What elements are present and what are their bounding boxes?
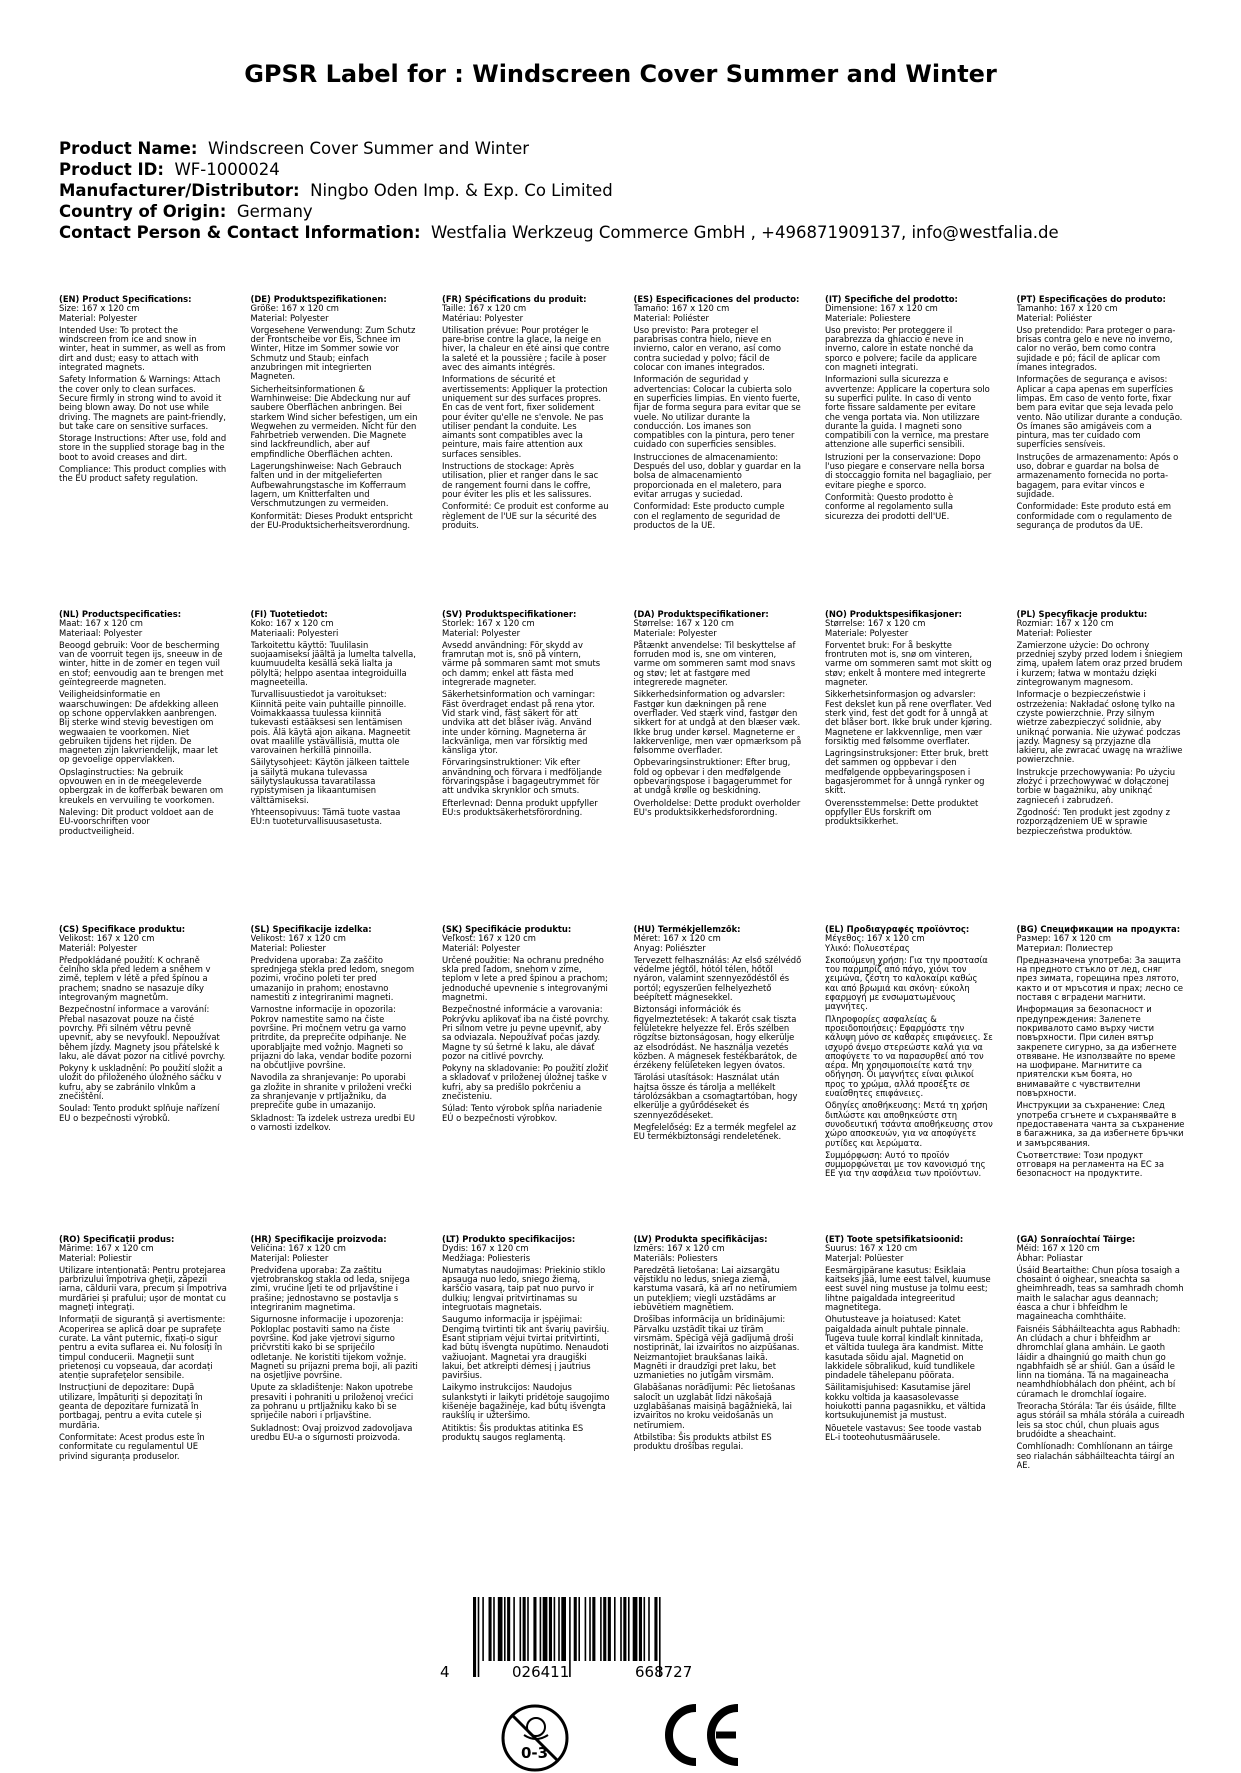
section-line: Información de seguridad y advertencias: Colocar la cubierta solo en superficies limpias. En viento fuerte, fijar de forma segura para evitar que se vuele. No utilizar durante la conducción. Los imanes son compatibles con la pintura, pero tener cuidado con superficies sensibles. (633, 374, 801, 450)
section-heading: (SK) Špecifikácie produktu: (442, 925, 572, 934)
section-line: Uso previsto: Para proteger el parabrisas contra hielo, nieve en invierno, calor en verano, así como contra suciedad y polvo; fácil de colocar con imanes integrados. (633, 324, 781, 373)
language-section (825, 610, 993, 830)
language-section (1017, 925, 1185, 1182)
section-line: Skladnost: Ta izdelek ustreza uredbi EU o varnosti izdelkov. (250, 1112, 416, 1132)
product-id-value: WF-1000024 (174, 160, 280, 179)
section-line: Säilytysohjeet: Käytön jälkeen taittele ja säilytä mukana tulevassa säilytyslaukussa tavaratilassa rypistymisen ja likaantumisen välttämiseksi. (250, 757, 410, 805)
language-section (251, 925, 419, 1135)
section-line: Materiale: Polyester (825, 627, 909, 638)
section-line: Material: Polyester (442, 627, 521, 638)
section-line: Σκοπούμενη χρήση: Για την προστασία του παρμπρίζ από πάγο, χιόνι τον χειμώνα, ζέστη το καλοκαίρι καθώς και από βρωμιά και σκόνη· εύκολη εφαρμογή με ενσωματωμένους μαγνήτες. (825, 954, 988, 1012)
section-line: Størrelse: 167 x 120 cm (825, 618, 926, 629)
language-section (251, 295, 419, 533)
origin-value: Germany (236, 202, 313, 221)
section-line: Информация за безопасност и предупреждения: Залепете покривалото само върху чисти повърхности. При силен вятър закрепете сигурно, за да избегнете отвяване. Не използвайте по време на шофиране. Магнитите са приятелски към боята, но внимавайте с чувствителни повърхности. (1016, 1004, 1177, 1099)
section-line: Размер: 167 x 120 cm (1016, 933, 1112, 944)
barcode-bar (482, 1597, 484, 1661)
section-line: Conformidad: Este producto cumple con el reglamento de seguridad de productos de la UE. (633, 501, 785, 530)
section-line: Υλικό: Πολυεστέρας (825, 942, 910, 953)
section-heading: (SL) Specifikacije izdelka: (250, 925, 372, 934)
section-line: Méid: 167 x 120 cm (1016, 1243, 1100, 1254)
section-line: Veiligheidsinformatie en waarschuwingen: De afdekking alleen op schone oppervlakken aanbrengen. Bij sterke wind stevig bevestigen om wegwaaien te voorkomen. Niet gebruiken tijdens het rijden. De magneten zijn lakvriendelijk, maar let op gevoelige oppervlakken. (59, 689, 219, 765)
section-line: Инструкции за съхранение: След употреба сгънете и съхранявайте в предоставената чанта за съхранение в багажника, за да избегнете бръчки и замърсявания. (1016, 1100, 1185, 1148)
section-heading: (PT) Especificações do produto: (1016, 295, 1166, 304)
section-line: Sukladnost: Ovaj proizvod zadovoljava uredbu EU-a o sigurnosti proizvoda. (250, 1422, 413, 1442)
manufacturer-row (59, 180, 1199, 201)
section-line: Tarkoitettu käyttö: Tuulilasin suojaamiseksi jäältä ja lumelta talvella, kuumuudelta kesällä sekä lialta ja pölyltä; helppo asentaa integroiduilla magneeteilla. (250, 639, 416, 688)
section-line: Materiál: Polyester (442, 942, 521, 953)
section-line: Säilitamisjuhised: Kasutamise järel kokku voltida ja kaasasolevasse hoiukotti panna pagasnikku, et vältida kortsukujunemist ja mustust. (825, 1382, 986, 1421)
language-section (634, 295, 802, 533)
age-label: 0-3 (521, 1744, 549, 1762)
section-heading: (DE) Produktspezifikationen: (250, 295, 387, 304)
section-line: Предназначена употреба: За защита на предното стъкло от лед, сняг през зимата, горещина през лятото, както и от мръсотия и прах; лесно се поставя с вградени магнити. (1016, 954, 1184, 1003)
barcode-bar (614, 1597, 616, 1661)
section-line: Material: Poliéster (1016, 312, 1092, 323)
section-line: Sigurnosne informacije i upozorenja: Pokloplac postaviti samo na čiste površine. Kod jake vjetrovi sigurno pričvrstiti kako bi se spriječilo odletanje. Ne koristiti tijekom vožnje. Magneti su prijazni prema boji, ali paziti na osjetljive površine. (250, 1314, 418, 1381)
product-info (59, 138, 1199, 243)
section-line: Material: Poliéster (633, 312, 709, 323)
language-section (825, 1235, 993, 1445)
section-heading: (LT) Produkto specifikacijos: (442, 1235, 576, 1244)
section-line: Uso pretendido: Para proteger o para-brisas contra gelo e neve no inverno, calor no verão, bem como contra sujidade e pó; fácil de aplicar com ímanes integrados. (1016, 324, 1176, 373)
barcode-bar (648, 1597, 650, 1661)
barcode-bar (639, 1597, 642, 1661)
manufacturer-value: Ningbo Oden Imp. & Exp. Co Limited (310, 181, 613, 200)
barcode-bar (589, 1597, 591, 1661)
barcode-bar (554, 1597, 556, 1661)
section-line: Size: 167 x 120 cm (59, 303, 140, 314)
section-row (59, 925, 1199, 1225)
contact-value: Westfalia Werkzeug Commerce GmbH , +496871909137, info@westfalia.de (431, 223, 1059, 242)
barcode-bar (569, 1597, 571, 1677)
section-line: Opbevaringsinstruktioner: Efter brug, fold og opbevar i den medfølgende opbevaringspose i bagagerummet for at undgå krølle og beskidning. (633, 757, 792, 796)
section-heading: (HR) Specifikacije proizvoda: (250, 1235, 387, 1244)
section-line: Størrelse: 167 x 120 cm (633, 618, 734, 629)
section-line: Conformità: Questo prodotto è conforme al regolamento sulla sicurezza dei prodotti dell'UE. (825, 491, 954, 521)
section-line: Rozmiar: 167 x 120 cm (1016, 618, 1114, 629)
section-heading: (FR) Spécifications du produit: (442, 295, 587, 304)
origin-key: Country of Origin: (59, 202, 227, 221)
section-line: Suurus: 167 x 120 cm (825, 1243, 918, 1254)
section-line: Conformidade: Este produto está em conformidade com o regulamento de segurança de produtos da UE. (1016, 501, 1172, 530)
barcode-bar (603, 1597, 606, 1661)
barcode-bar (574, 1597, 577, 1661)
barcode-bar (540, 1597, 542, 1661)
section-line: Taille: 167 x 120 cm (442, 303, 527, 314)
barcode-bar (523, 1597, 526, 1661)
language-section (825, 295, 993, 524)
section-line: Storlek: 167 x 120 cm (442, 618, 535, 629)
section-line: Materiaal: Polyester (59, 627, 143, 638)
section-line: Biztonsági információk és figyelmeztetések: A takarót csak tiszta felületekre helyezze fel. Erős szélben rögzítse biztonságosan, hogy elkerülje az elsodródást. Ne használja vezetés közben. A mágnesek festékbarátok, de érzékeny felületeken legyen óvatos. (633, 1004, 797, 1071)
section-line: Förvaringsinstruktioner: Vik efter användning och förvara i medföljande förvaringspåse i bagageutrymmet för att undvika skrynklor och smuts. (442, 757, 602, 796)
manufacturer-key: Manufacturer/Distributor: (59, 181, 300, 200)
ce-mark-icon (660, 1700, 742, 1770)
section-line: Materjal: Polüester (825, 1252, 904, 1263)
section-line: Pokyny k uskladnění: Po použití složit a uložit do přiloženého úložného sáčku v kufru, aby se zabránilo vlnkům a znečištění. (59, 1063, 223, 1102)
section-line: Bezpečnostné informácie a varovania: Pokrývku aplikovať iba na čisté povrchy. Pri silnom vetre ju pevne upevniť, aby sa odviazala. Nepoužívať počas jazdy. Magne ty sú šetrné k laku, ale dávať pozor na citlivé povrchy. (442, 1004, 610, 1061)
section-line: Größe: 167 x 120 cm (250, 303, 339, 314)
section-line: Overholdelse: Dette produkt overholder EU's produktsikkerhedsforordning. (633, 797, 801, 817)
section-heading: (HU) Termékjellemzők: (633, 925, 741, 934)
section-line: Faisnéis Sábháilteachta agus Rabhadh: An clúdach a chur i bhfeidhm ar dhromchlaí glana amháin. Le gaoth láidir a dhaingniú go maith chun go ngabhfaidh sé ar shiúl. Gan a úsáid le linn na tiomána. Tá na magaineacha neamhdhíobhálach don phéint, ach bí cúramach le dromchlaí íogaire. (1016, 1323, 1181, 1399)
section-line: Material: Poliestir (59, 1252, 132, 1263)
section-heading: (GA) Sonraíochtaí Táirge: (1016, 1235, 1136, 1244)
language-section (634, 1235, 802, 1455)
barcode-bar (507, 1597, 510, 1661)
barcode-bar (608, 1597, 611, 1661)
section-line: Súlad: Tento výrobok spĺňa nariadenie EÚ o bezpečnosti výrobkov. (442, 1103, 603, 1123)
section-heading: (LV) Produkta specifikācijas: (633, 1235, 768, 1244)
section-line: Efterlevnad: Denna produkt uppfyller EU:s produktsäkerhetsförordning. (442, 797, 598, 817)
section-line: Lagringsinstruksjoner: Etter bruk, brett det sammen og oppbevar i den medfølgende oppbevaringsposen i bagasjerommet for å unngå rynker og skitt. (825, 748, 989, 796)
barcode-bar (600, 1597, 602, 1661)
section-line: Bezpečnostní informace a varování: Přebal nasazovat pouze na čisté povrchy. Při silném větru pevně upevnit, aby se nevyfoukl. Nepoužívat během jízdy. Magnety jsou přátelské k laku, ale dávat pozor na citlivé povrchy. (59, 1004, 226, 1061)
section-line: Istruzioni per la conservazione: Dopo l'uso piegare e conservare nella borsa di stoccaggio fornita nel bagagliaio, per evitare pieghe e sporco. (825, 451, 992, 490)
section-line: Materiał: Poliester (1016, 627, 1092, 638)
language-section (634, 925, 802, 1145)
section-line: Upute za skladištenje: Nakon upotrebe presaviti i pohraniti u priloženoj vrećici za pohranu u prtljažniku kako bi se spriječile nabori i prljavštine. (250, 1382, 414, 1421)
section-line: Vorgesehene Verwendung: Zum Schutz der Frontscheibe vor Eis, Schnee im Winter, Hitze im Sommer sowie vor Schmutz und Staub; einfach anzubringen mit integrierten Magneten. (250, 324, 416, 382)
section-line: Predvidena uporaba: Za zaščito sprednjega stekla pred ledom, snegom pozimi, vročino poleti ter pred umazanijo in prahom; enostavno namestiti z integriranimi magneti. (250, 954, 415, 1003)
language-section (442, 925, 610, 1126)
barcode-bar (644, 1597, 646, 1661)
section-line: Μέγεθος: 167 x 120 cm (825, 933, 925, 944)
section-line: Veličina: 167 x 120 cm (250, 1243, 346, 1254)
language-section (59, 295, 227, 487)
section-line: Dydis: 167 x 120 cm (442, 1243, 529, 1254)
product-name-value: Windscreen Cover Summer and Winter (207, 139, 530, 158)
section-line: Uso previsto: Per proteggere il parabrezza da ghiaccio e neve in inverno, calore in estate nonché da sporco e polvere; facile da applicare con magneti integrati. (825, 324, 977, 373)
section-line: Atbilstība: Šis produkts atbilst ES produktu drošības regulai. (633, 1431, 772, 1452)
section-line: Instruções de armazenamento: Após o uso, dobrar e guardar na bolsa de armazenamento fornecida no porta-bagagem, para evitar vincos e sujidade. (1016, 451, 1179, 499)
section-line: Materiāls: Poliesters (633, 1252, 718, 1263)
section-row (59, 610, 1199, 910)
barcode-bar (543, 1597, 548, 1661)
language-section (59, 925, 227, 1126)
section-line: Pokyny na skladovanie: Po použití zložiť a skladovať v priloženej úložnej taške v kufri, aby sa predišlo pokrčeniu a znečisteniu. (442, 1063, 609, 1102)
section-line: Storage Instructions: After use, fold and store in the supplied storage bag in the boot to avoid creases and dirt. (59, 433, 227, 462)
section-line: Mărime: 167 x 120 cm (59, 1243, 154, 1254)
section-line: Informations de sécurité et avertissements: Appliquer la protection uniquement sur des surfaces propres. En cas de vent fort, fixer solidement pour éviter qu'elle ne s'envole. Ne pas utiliser pendant la conduite. Les aimants sont compatibles avec la peinture, mais faire attention aux surfaces sensibles. (442, 374, 608, 459)
section-line: Instrucțiuni de depozitare: După utilizare, împăturiți și depozitați în geanta de depozitare furnizată în portbagaj, pentru a evita cutele și murdăria. (59, 1382, 203, 1430)
section-line: Materijal: Poliester (250, 1252, 329, 1263)
barcode-bar (533, 1597, 536, 1661)
section-line: Určené použitie: Na ochranu predného skla pred ľadom, snehom v zime, teplom v lete a pred špinou a prachom; jednoduché upevnenie s integrovanými magnetmi. (442, 954, 608, 1003)
barcode-bar (493, 1597, 495, 1661)
section-line: Megfelelőség: Ez a termék megfelel az EU termékbiztonsági rendeletének. (633, 1121, 796, 1142)
section-line: Ohutusteave ja hoiatused: Katet paigaldada ainult puhtale pinnale. Tugeva tuule korral kindlalt kinnitada, et vältida tuulega ära kandmist. Mitte kasutada sõidu ajal. Magnetid on lakkidele sõbralikud, kuid tundlikele pindadele tähelepanu pöörata. (825, 1314, 984, 1381)
section-line: Instrucciones de almacenamiento: Después del uso, doblar y guardar en la bolsa de almacenamiento proporcionada en el maletero, para evitar arrugas y suciedad. (633, 451, 801, 499)
section-line: Beoogd gebruik: Voor de bescherming van de voorruit tegen ijs, sneeuw in de winter, hitte in de zomer en tegen vuil en stof; eenvoudig aan te brengen met geïntegreerde magneten. (59, 639, 224, 688)
language-section (634, 610, 802, 820)
section-heading: (NO) Produktspesifikasjoner: (825, 610, 962, 619)
language-section (59, 610, 227, 839)
section-line: Varnostne informacije in opozorila: Pokrov namestite samo na čiste površine. Pri močnem vetru ga varno pritrdite, da preprečite odpihanje. Ne uporabljajte med vožnjo. Magneti so prijazni do laka, vendar bodite pozorni na občutljive površine. (250, 1004, 412, 1071)
barcode-bar (527, 1597, 529, 1661)
section-line: Συμμόρφωση: Αυτό το προϊόν συμμορφώνεται με τον κανονισμό της ΕΕ για την ασφάλεια των προϊόντων. (825, 1149, 986, 1179)
section-line: Material: Polyester (59, 312, 138, 323)
section-heading: (FI) Tuotetiedot: (250, 610, 328, 619)
barcode-bar (489, 1597, 492, 1661)
section-line: Paredzētā lietošana: Lai aizsargātu vējstiklu no ledus, sniega ziemā, karstuma vasarā, kā arī no netīrumiem un putekļiem; viegli uzstādāms ar iebūvētiem magnētiem. (633, 1264, 798, 1313)
language-section (59, 1235, 227, 1464)
section-line: Yhteensopivuus: Tämä tuote vastaa EU:n tuoteturvallisuusasetusta. (250, 806, 401, 827)
product-name-row (59, 138, 1199, 159)
section-line: Οδηγίες αποθήκευσης: Μετά τη χρήση διπλώστε και αποθηκεύστε στη συνοδευτική τσάντα αποθήκευσης στον χώρο αποσκευών, για να αποφύγετε ρυτίδες και λερώματα. (825, 1100, 993, 1148)
section-line: Compliance: This product complies with the EU product safety regulation. (59, 464, 227, 484)
barcode-bar (520, 1597, 522, 1661)
section-line: Treoracha Stórála: Tar éis úsáide, fillte agus stóráil sa mhála stórála a cuireadh leis sa stoc chúl, chun pluais agus brudóidte a sheachaint. (1016, 1401, 1185, 1439)
section-line: Saugumo informacija ir įspėjimai: Dengimą tvirtinti tik ant švarių paviršių. Esant stipriam vėjui tvirtai pritvirtinti, kad būtų išvengta nupūtimo. Nenaudoti važiuojant. Magnetai yra draugiški lakui, bet atkreipti dėmesį į jautrius paviršius. (442, 1314, 610, 1381)
section-line: Konformität: Dieses Produkt entspricht der EU-Produktsicherheitsverordnung. (250, 510, 413, 530)
barcode-digit-prefix: 4 (440, 1663, 450, 1681)
section-line: Dimensione: 167 x 120 cm (825, 303, 938, 314)
section-line: Zamierzone użycie: Do ochrony przedniej szyby przed lodem i śniegiem zimą, upałem latem oraz przed brudem i kurzem; łatwa w montażu dzięki zintegrowanym magnesom. (1016, 639, 1183, 688)
section-heading: (ET) Toote spetsifikatsioonid: (825, 1235, 964, 1244)
barcode-bar (592, 1597, 595, 1661)
section-heading: (IT) Specifiche del prodotto: (825, 295, 958, 304)
section-line: Glabāšanas norādījumi: Pēc lietošanas salocīt un uzglabāt līdzi nākošajā uzglabāšanas maisiņā bagāžniekā, lai izvairītos no kroku veidošanās un netīrumiem. (633, 1382, 796, 1430)
section-line: Eesmärgipärane kasutus: Esiklaia kaitseks jää, lume eest talvel, kuumuse eest suvel ning mustuse ja tolmu eest; lihtne paigaldada integreeritud magnetitega. (825, 1264, 991, 1313)
section-line: Informacje o bezpieczeństwie i ostrzeżenia: Nakładać osłonę tylko na czyste powierzchnie. Przy silnym wietrze zabezpieczyć solidnie, aby uniknąć porwania. Nie używać podczas jazdy. Magnesy są przyjazne dla lakieru, ale zwracać uwagę na wrażliwe powierzchnie. (1016, 689, 1183, 765)
product-id-key: Product ID: (59, 160, 164, 179)
barcode-bar (578, 1597, 580, 1661)
section-line: Maat: 167 x 120 cm (59, 618, 143, 629)
section-line: Ábhar: Poliastar (1016, 1252, 1083, 1263)
barcode-bar (654, 1597, 657, 1661)
section-line: Tamanho: 167 x 120 cm (1016, 303, 1118, 314)
origin-row (59, 201, 1199, 222)
section-line: Veľkosť: 167 x 120 cm (442, 933, 536, 944)
section-line: Izmērs: 167 x 120 cm (633, 1243, 725, 1254)
section-line: Sikkerhedsinformation og advarsler: Fastgør kun dækningen på rene overflader. Ved stærk vind, fastgør den sikkert for at undgå at den blæser væk. Ikke brug under kørsel. Magneterne er lakkervenlige, men vær opmærksom på følsomme overflader. (633, 689, 802, 756)
language-section (251, 610, 419, 830)
section-line: Overensstemmelse: Dette produktet oppfyller EUs forskrift om produktsikkerhet. (825, 797, 979, 827)
product-name-key: Product Name: (59, 139, 198, 158)
barcode-bar (620, 1597, 622, 1661)
section-line: Informații de siguranță și avertismente: Acoperirea se aplică doar pe suprafețe curate. La vânt puternic, fixați-o sigur pentru a evita suflarea ei. Nu folosiți în timpul conducerii. Magneții sunt prietenoși cu vopseaua, dar acordați atenție suprafețelor sensibile. (59, 1314, 226, 1381)
section-line: Sicherheitsinformationen & Warnhinweise: Die Abdeckung nur auf saubere Oberflächen anbringen. Bei starkem Wind sicher befestigen, um ein Wegwehen zu vermeiden. Nicht für den Fahrbetrieb verwenden. Die Magnete sind lackfreundlich, aber auf empfindliche Oberflächen achten. (250, 383, 418, 459)
section-line: Πληροφορίες ασφαλείας & προειδοποιήσεις: Εφαρμόστε την κάλυψη μόνο σε καθαρές επιφάνειες. Σε ισχυρό άνεμο στερεώστε καλά για να αποφύγετε το να παρασυρθεί από τον αέρα. Μη χρησιμοποιείτε κατά την οδήγηση. Οι μαγνήτες είναι φιλικοί προς το χρώμα, αλλά προσέξτε σε ευαίσθητες επιφάνειες. (825, 1013, 993, 1099)
section-line: Sikkerhetsinformasjon og advarsler: Fest dekslet kun på rene overflater. Ved sterk vind, fest det godt for å unngå at det blåser bort. Ikke bruk under kjøring. Magnetene er lakkvennlige, men vær forsiktig med følsomme overflater. (825, 689, 993, 746)
section-line: Predviđena uporaba: Za zaštitu vjetrobranskog stakla od leda, snijega zimi, vrućine ljeti te od prljavštine i prašine; jednostavno se postavlja s integriranim magnetima. (250, 1264, 410, 1313)
section-row (59, 295, 1199, 595)
section-line: Matériau: Polyester (442, 312, 524, 323)
section-heading: (CS) Specifikace produktu: (59, 925, 186, 934)
section-heading: (DA) Produktspecifikationer: (633, 610, 769, 619)
section-line: Drošības informācija un brīdinājumi: Pārvalku uzstādīt tikai uz tīrām virsmām. Spēcīgā vējā gadījumā droši nostiprināt, lai izvairītos no aizpūšanas. Neizmantojiet braukšanas laikā. Magnēti ir draudzīgi pret laku, bet uzmanieties no jutīgām virsmām. (633, 1314, 800, 1381)
section-line: Tervezett felhasználás: Az első szélvédő védelme jégtől, hótól télen, hőtől nyáron, valamint szennyeződéstől és portól; egyszerűen felhelyezhető beépített mágnesekkel. (633, 954, 802, 1003)
age-0-3-warning-icon (500, 1703, 570, 1773)
barcode-bar (585, 1597, 587, 1661)
section-line: Material: Polyester (250, 312, 329, 323)
barcode-bar (473, 1597, 476, 1677)
section-line: Numatytas naudojimas: Priekinio stiklo apsauga nuo ledo, sniego žiemą, karščio vasarą, taip pat nuo purvo ir dulkių; lengvai pritvirtinamas su integruotais magnetais. (442, 1264, 606, 1313)
contact-row (59, 222, 1199, 243)
barcode-bar (623, 1597, 626, 1661)
section-line: Utilizare intenționată: Pentru protejarea parbrizului împotriva gheții, zăpezii iarna, căldurii vara, precum și împotriva murdăriei și prafului; ușor de montat cu magneți integrați. (59, 1264, 227, 1313)
section-line: Съответствие: Този продукт отговаря на регламента на ЕС за безопасност на продуктите. (1016, 1149, 1165, 1179)
section-line: Påtænkt anvendelse: Til beskyttelse af forruden mod is, sne om vinteren, varme om sommeren samt mod snavs og støv; let at fastgøre med integrerede magneter. (633, 639, 796, 688)
section-heading: (EL) Προδιαγραφές προϊόντος: (825, 925, 970, 934)
section-line: Instructions de stockage: Après utilisation, plier et ranger dans le sac de rangement fourni dans le coffre, pour éviter les plis et les salissures. (442, 461, 599, 499)
section-line: Laikymo instrukcijos: Naudojus sulankstyti ir laikyti pridėtoje saugojimo kišenėje bagažinėje, kad būtų išvengta raukšlių ir užteršimo. (442, 1382, 610, 1421)
language-section (251, 1235, 419, 1445)
section-line: Atitiktis: Šis produktas atitinka ES produktų saugos reglamentą. (442, 1422, 584, 1442)
section-line: Lagerungshinweise: Nach Gebrauch falten und in der mitgelieferten Aufbewahrungstasche im Kofferraum lagern, um Knitterfalten und Verschmutzungen zu vermeiden. (250, 461, 407, 509)
section-line: Nõuetele vastavus: See toode vastab EL-i tooteohutusmäärusele. (825, 1422, 982, 1442)
section-line: Conformité: Ce produit est conforme au règlement de l'UE sur la sécurité des produits. (442, 501, 609, 530)
section-row (59, 1235, 1199, 1535)
section-line: Soulad: Tento produkt splňuje nařízení EU o bezpečnosti výrobků. (59, 1103, 220, 1123)
barcode (465, 1597, 745, 1685)
section-line: Materiaali: Polyesteri (250, 627, 339, 638)
section-line: Comhlíonadh: Comhlíonann an táirge seo rialachán sábháilteachta táirgí an AE. (1016, 1441, 1175, 1470)
section-line: Utilisation prévue: Pour protéger le pare-brise contre la glace, la neige en hiver, la chaleur en été ainsi que contre la saleté et la poussière ; facile à poser avec des aimants intégrés. (442, 324, 610, 373)
language-section (442, 1235, 610, 1445)
language-section (442, 295, 610, 533)
language-section (1017, 295, 1185, 533)
section-line: Navodila za shranjevanje: Po uporabi ga zložite in shranite v priloženi vrečki za shranjevanje v prtljažniku, da preprečite gube in umazanijo. (250, 1072, 412, 1111)
section-line: Předpokládané použití: K ochraně čelního skla před ledem a sněhem v zimě, teplem v létě a před špínou a prachem; snadno se nasazuje díky integrovaným magnetům. (59, 954, 211, 1003)
barcode-bar (628, 1597, 630, 1661)
section-line: Säkerhetsinformation och varningar: Fäst överdraget endast på rena ytor. Vid stark vind, fäst säkert för att undvika att det blåser iväg. Använd inte under körning. Magneterna är lackvänliga, men var försiktig med känsliga ytor. (442, 689, 596, 756)
label-title: GPSR Label for : Windscreen Cover Summer and Winter (244, 60, 997, 88)
barcode-bar (558, 1597, 560, 1661)
section-line: Zgodność: Ten produkt jest zgodny z rozporządzeniem UE w sprawie bezpieczeństwa produktów. (1016, 806, 1171, 836)
barcode-bar (504, 1597, 506, 1661)
product-id-row (59, 159, 1199, 180)
section-heading: (SV) Produktspecifikationer: (442, 610, 577, 619)
section-line: Intended Use: To protect the windscreen from ice and snow in winter, heat in summer, as well as from dirt and dust; easy to attach with integrated magnets. (59, 324, 226, 373)
section-line: Naleving: Dit product voldoet aan de EU-voorschriften voor productveiligheid. (59, 806, 214, 836)
barcode-digits-left: 026411 (512, 1663, 570, 1681)
language-section (825, 925, 993, 1182)
section-line: Instrukcje przechowywania: Po użyciu złożyć i przechowywać w dołączonej torbie w bagażniku, aby uniknąć zagnieceń i zabrudzeń. (1016, 766, 1176, 805)
section-heading: (BG) Спецификации на продукта: (1016, 925, 1181, 934)
section-heading: (NL) Productspecificaties: (59, 610, 182, 619)
section-line: Koko: 167 x 120 cm (250, 618, 334, 629)
barcode-bar (513, 1597, 515, 1661)
section-line: Anyag: Poliészter (633, 942, 706, 953)
barcode-bar (633, 1597, 638, 1661)
section-line: Materiale: Polyester (633, 627, 717, 638)
section-line: Úsáid Beartaithe: Chun píosa tosaigh a chosaint ó oighear, sneachta sa gheimhreadh, teas sa samhradh chomh maith le salachar agus deannach; éasca a chur i bhfeidhm le magaineacha comhtháite. (1016, 1264, 1184, 1322)
section-line: Safety Information & Warnings: Attach the cover only to clean surfaces. Secure firmly in strong wind to avoid it being blown away. Do not use while driving. The magnets are paint-friendly, but take care on sensitive surfaces. (59, 374, 226, 431)
section-line: Méret: 167 x 120 cm (633, 933, 721, 944)
barcode-bar (498, 1597, 503, 1661)
section-line: Материал: Полиестер (1016, 942, 1113, 953)
section-line: Forventet bruk: For å beskytte frontruten mot is, snø om vinteren, varme om sommeren samt mot skitt og støv; enkelt å montere med integrerte magneter. (825, 639, 992, 688)
section-line: Opslaginstructies: Na gebruik opvouwen en in de meegeleverde opbergzak in de kofferbak bewaren om kreukels en vervuiling te voorkomen. (59, 766, 224, 805)
barcode-bar (478, 1597, 480, 1677)
section-line: Material: Poliester (250, 942, 326, 953)
section-heading: (ES) Especificaciones del producto: (633, 295, 800, 304)
section-line: Materiál: Polyester (59, 942, 138, 953)
section-line: Conformitate: Acest produs este în conformitate cu regulamentul UE privind siguranța produselor. (59, 1431, 205, 1461)
section-line: Turvallisuustiedot ja varoitukset: Kiinnitä peite vain puhtaille pinnoille. Voimakkaassa tuulessa kiinnitä tukevasti estääksesi sen lentämisen pois. Älä käytä ajon aikana. Magneetit ovat maalille ystävällisiä, mutta ole varovainen herkillä pinnoilla. (250, 689, 411, 756)
section-line: Informações de segurança e avisos: Aplicar a capa apenas em superfícies limpas. Em caso de vento forte, fixar bem para evitar que seja levada pelo vento. Não utilizar durante a condução. Os ímanes são amigáveis com a pintura, mas ter cuidado com superfícies sensíveis. (1016, 374, 1183, 450)
section-line: Materiale: Poliestere (825, 312, 911, 323)
section-heading: (PL) Specyfikacje produktu: (1016, 610, 1148, 619)
section-line: Tárolási utasítások: Használat után hajtsa össze és tárolja a mellékelt tárolózsákban a csomagtartóban, hogy elkerülje a gyűrődéseket és szennyeződéseket. (633, 1072, 798, 1120)
section-line: Tamaño: 167 x 120 cm (633, 303, 730, 314)
section-heading: (RO) Specificații produs: (59, 1235, 175, 1244)
language-section (442, 610, 610, 820)
language-section (1017, 1235, 1185, 1473)
section-line: Velikost: 167 x 120 cm (59, 933, 155, 944)
barcode-digits-right: 668727 (635, 1663, 693, 1681)
contact-key: Contact Person & Contact Information: (59, 223, 421, 242)
section-line: Informazioni sulla sicurezza e avvertenze: Applicare la copertura solo su superfici pulite. In caso di vento forte fissare saldamente per evitare che venga portata via. Non utilizzare durante la guida. I magneti sono compatibili con la vernice, ma prestare attenzione alle superfici sensibili. (825, 374, 990, 450)
section-line: Medžiaga: Poliesteris (442, 1252, 531, 1263)
barcode-bar (561, 1597, 566, 1661)
barcode-bar (549, 1597, 552, 1661)
section-heading: (EN) Product Specifications: (59, 295, 192, 304)
section-line: Avsedd användning: För skydd av framrutan mot is, snö på vintern, värme på sommaren samt mot smuts och damm; enkel att fästa med integrerade magneter. (442, 639, 601, 688)
language-section (1017, 610, 1185, 839)
section-line: Velikost: 167 x 120 cm (250, 933, 346, 944)
